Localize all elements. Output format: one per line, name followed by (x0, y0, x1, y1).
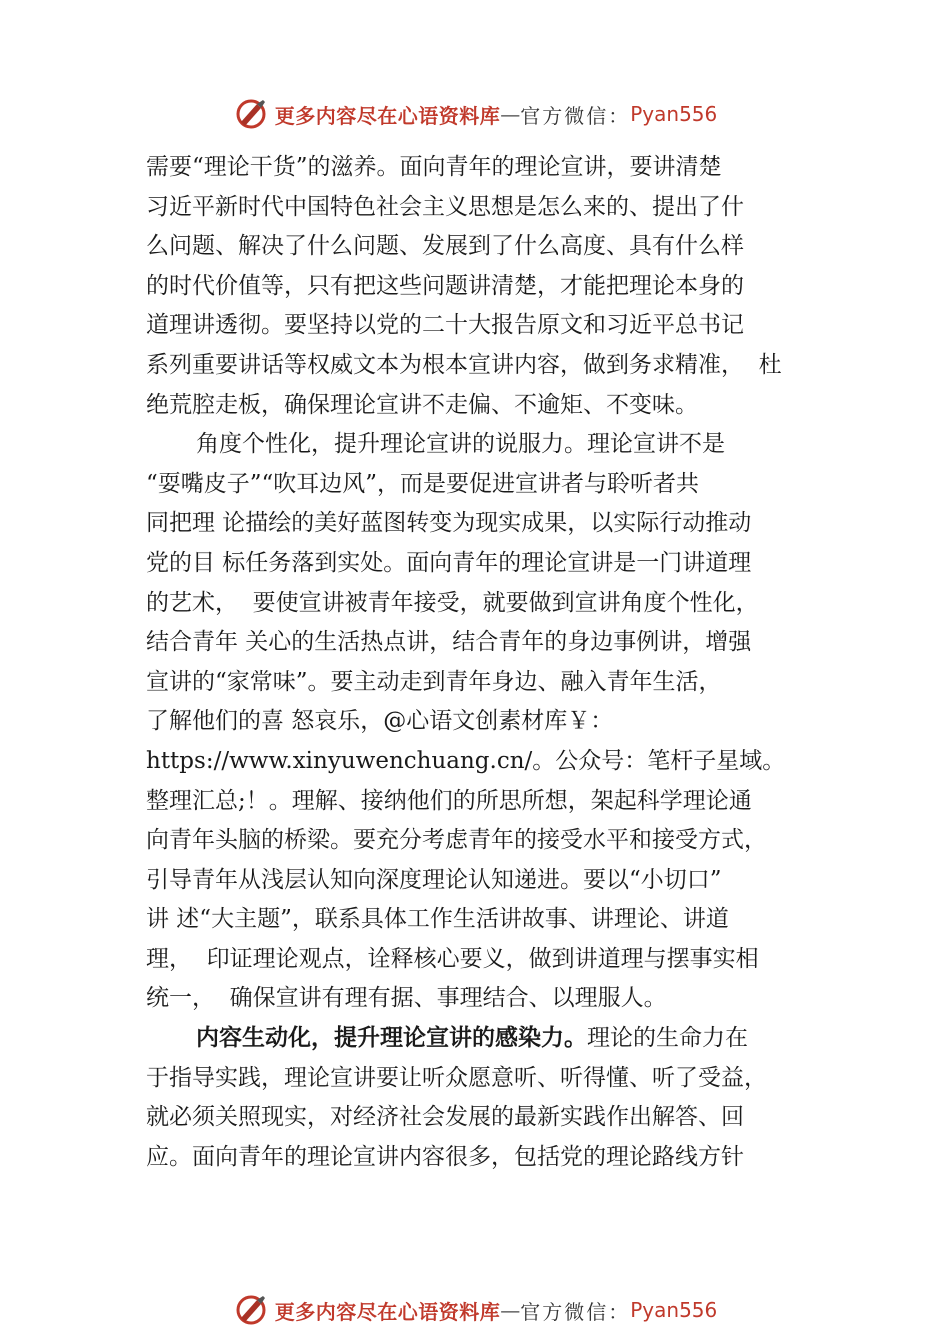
text-line: 道理讲透彻。要坚持以党的二十大报告原文和习近平总书记 (146, 312, 744, 339)
separator-dash: — (500, 1298, 521, 1322)
bold-heading: 内容生动化，提升理论宣讲的感染力。 (196, 1025, 587, 1052)
pen-logo-icon (233, 96, 269, 132)
text-line: 就必须关照现实，对经济社会发展的最新实践作出解答、回 (146, 1104, 744, 1131)
text-line: 引导青年从浅层认知向深度理论认知递进。要以“小切口” (146, 866, 722, 893)
text-run: 理论的生命力在 (587, 1025, 748, 1052)
text-line: 应。面向青年的理论宣讲内容很多，包括党的理论路线方针 (146, 1143, 744, 1170)
text-line: “耍嘴皮子”“吹耳边风”，而是要促进宣讲者与聆听者共 (146, 470, 700, 497)
brand-text: 更多内容尽在心语资料库 (274, 1299, 501, 1324)
text-line: 的艺术， 要使宣讲被青年接受，就要做到宣讲角度个性化， (146, 589, 759, 616)
url-line: https://www.xinyuwenchuang.cn/。公众号：笔杆子星域。 (146, 747, 786, 774)
text-line: 绝荒腔走板，确保理论宣讲不走偏、不逾矩、不变味。 (146, 391, 698, 418)
text-line: 向青年头脑的桥梁。要充分考虑青年的接受水平和接受方式， (146, 827, 767, 854)
text-line: 么问题、解决了什么问题、发展到了什么高度、具有什么样 (146, 233, 744, 260)
text-line: 整理汇总;！。理解、接纳他们的所思所想，架起科学理论通 (146, 787, 752, 814)
text-line: 系列重要讲话等权威文本为根本宣讲内容，做到务求精准， 杜 (146, 351, 782, 378)
paragraph-start-line (146, 1019, 836, 1059)
footer-banner (0, 1290, 950, 1330)
wechat-id: Pyan556 (630, 1298, 718, 1322)
paragraph-start-line: 角度个性化，提升理论宣讲的说服力。理论宣讲不是 (196, 431, 725, 458)
wechat-label: 官方微信： (520, 1299, 631, 1324)
text-line: 理， 印证理论观点，诠释核心要义，做到讲道理与摆事实相 (146, 945, 759, 972)
separator-dash: — (500, 102, 521, 126)
text-line: 同把理 论描绘的美好蓝图转变为现实成果，以实际行动推动 (146, 510, 752, 537)
text-line: 结合青年 关心的生活热点讲，结合青年的身边事例讲，增强 (146, 629, 752, 656)
text-line: 党的目 标任务落到实处。面向青年的理论宣讲是一门讲道理 (146, 549, 752, 576)
text-line: 需要“理论干货”的滋养。面向青年的理论宣讲，要讲清楚 (146, 154, 722, 180)
text-line: 统一， 确保宣讲有理有据、事理结合、以理服人。 (146, 985, 667, 1012)
text-line: 了解他们的喜 怒哀乐，@心语文创素材库￥： (146, 708, 614, 735)
wechat-id: Pyan556 (630, 102, 718, 126)
document-body (146, 148, 836, 1177)
text-line: 讲 述“大主题”，联系具体工作生活讲故事、讲理论、讲道 (146, 906, 729, 933)
wechat-label: 官方微信： (520, 103, 631, 128)
text-line: 习近平新时代中国特色社会主义思想是怎么来的、提出了什 (146, 193, 744, 220)
text-line: 的时代价值等，只有把这些问题讲清楚，才能把理论本身的 (146, 272, 744, 299)
text-line: 宣讲的“家常味”。要主动走到青年身边、融入青年生活， (146, 668, 722, 695)
text-line: 于指导实践，理论宣讲要让听众愿意听、听得懂、听了受益， (146, 1064, 767, 1091)
header-banner (0, 94, 950, 134)
brand-text: 更多内容尽在心语资料库 (274, 103, 501, 128)
pen-logo-icon (233, 1292, 269, 1328)
